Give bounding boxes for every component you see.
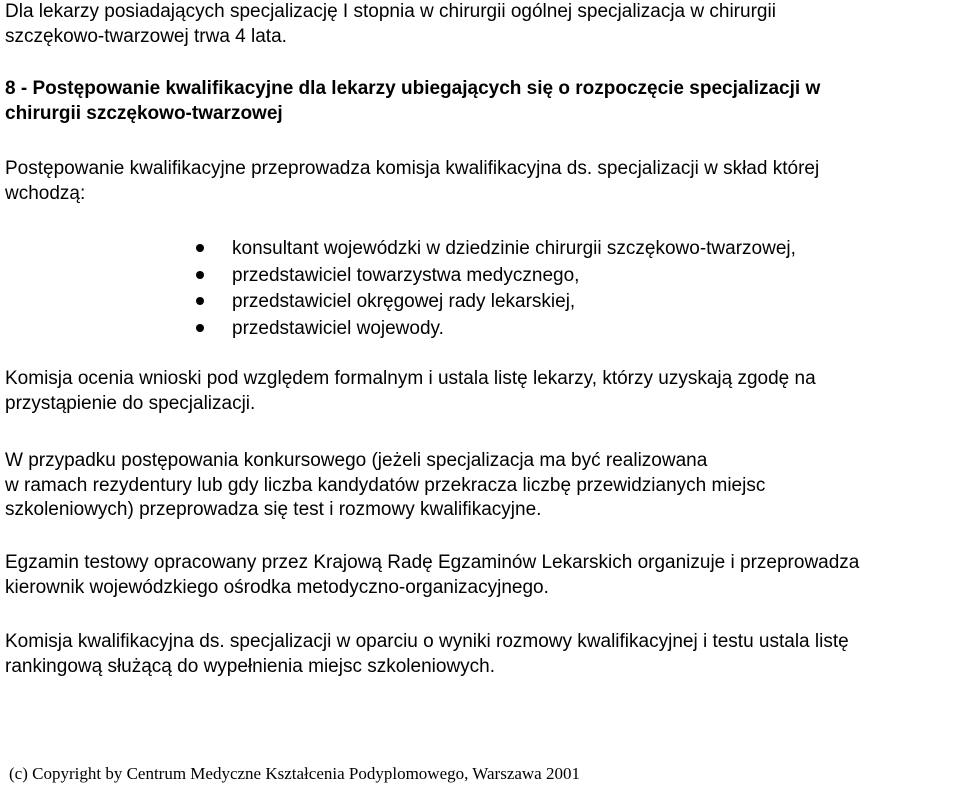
bullet-icon: [196, 244, 204, 252]
bullet-icon: [196, 324, 204, 332]
evaluation-paragraph: [5, 367, 955, 416]
committee-intro-line: wchodzą:: [5, 182, 86, 204]
intro-line: szczękowo-twarzowej trwa 4 lata.: [5, 25, 287, 47]
paragraph-line: Komisja ocenia wnioski pod względem formalnym i ustala listę lekarzy, którzy uzyskają zgodę na: [5, 368, 816, 389]
bullet-icon: [196, 271, 204, 279]
committee-members-list: [188, 238, 796, 345]
intro-paragraph: [5, 0, 955, 49]
list-item-text: konsultant wojewódzki w dziedzinie chirurgii szczękowo-twarzowej,: [232, 238, 796, 259]
bullet-icon: [196, 297, 204, 305]
section-heading-line: chirurgii szczękowo-twarzowej: [5, 102, 283, 124]
paragraph-line: rankingową służącą do wypełnienia miejsc szkoleniowych.: [5, 655, 496, 677]
list-item: [188, 265, 796, 292]
list-item: [188, 291, 796, 318]
list-item-text: przedstawiciel towarzystwa medycznego,: [232, 264, 580, 286]
paragraph-line: Komisja kwalifikacyjna ds. specjalizacji w oparciu o wyniki rozmowy kwalifikacyjnej i testu ustala listę: [5, 631, 849, 652]
competition-paragraph: [5, 449, 955, 523]
list-item: [188, 318, 796, 345]
paragraph-line: W przypadku postępowania konkursowego (jeżeli specjalizacja ma być realizowana: [5, 450, 708, 471]
intro-line: Dla lekarzy posiadających specjalizację I stopnia w chirurgii ogólnej specjalizacja w chirurgii: [5, 1, 776, 22]
committee-intro-line: Postępowanie kwalifikacyjne przeprowadza komisja kwalifikacyjna ds. specjalizacji w skład której: [5, 158, 820, 179]
list-item-text: przedstawiciel okręgowej rady lekarskiej,: [232, 291, 576, 313]
section-heading: [5, 77, 955, 126]
paragraph-line: w ramach rezydentury lub gdy liczba kandydatów przekracza liczbę przewidzianych miejsc: [5, 474, 766, 496]
list-item: [188, 238, 796, 265]
paragraph-line: kierownik wojewódzkiego ośrodka metodyczno-organizacyjnego.: [5, 576, 549, 598]
section-heading-line: 8 - Postępowanie kwalifikacyjne dla lekarzy ubiegających się o rozpoczęcie specjalizacji w: [5, 78, 821, 99]
ranking-paragraph: [5, 630, 955, 679]
copyright-footer: (c) Copyright by Centrum Medyczne Kształcenia Podyplomowego, Warszawa 2001: [9, 764, 580, 783]
paragraph-line: Egzamin testowy opracowany przez Krajową Radę Egzaminów Lekarskich organizuje i przeprowadza: [5, 552, 860, 573]
list-item-text: przedstawiciel wojewody.: [232, 318, 444, 340]
paragraph-line: przystąpienie do specjalizacji.: [5, 392, 256, 414]
committee-intro-paragraph: [5, 157, 955, 206]
paragraph-line: szkoleniowych) przeprowadza się test i rozmowy kwalifikacyjne.: [5, 499, 542, 520]
exam-paragraph: [5, 551, 955, 600]
